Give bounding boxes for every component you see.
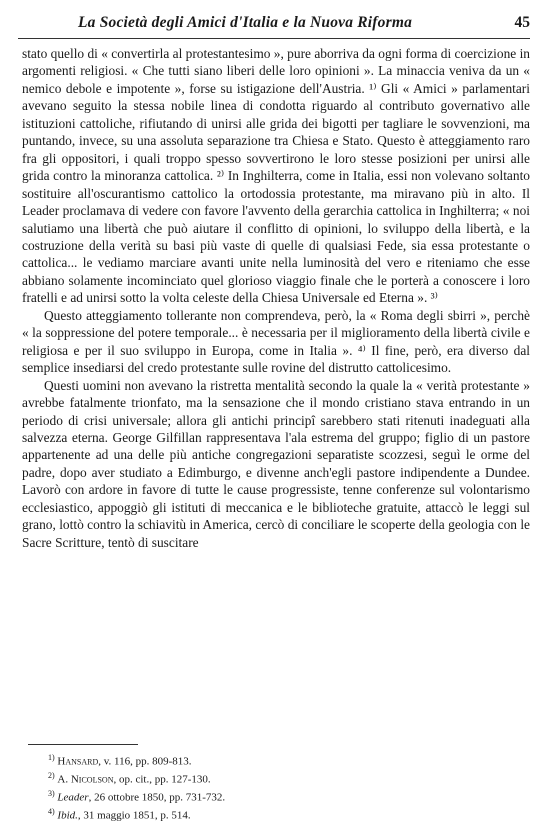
- paragraph: Questi uomini non avevano la ristretta mentalità secondo la quale la « verità protestante » avrebbe fatalmente trionfato, ma la sensazione che il mondo cristiano stava entrando in un periodo di crisi universale; allora gli antichi principî sarebbero stati ritenuti inadeguati alla salvezza eterna. George Gilfillan rappresentava l'ala estrema del gruppo; figlio di un pastore appartenente ad una delle più antiche congregazioni separatiste scozzesi, seguì le orme del padre, dopo aver studiato a Edimburgo, e divenne anch'egli pastore indipendente a Dundee. Lavorò con ardore in favore di tutte le cause progressiste, tenne conferenze sul volontarismo ecclesiastico, appoggiò gli istituti di meccanica e le biblioteche gratuite, attaccò le leggi sul grano, lottò contro la schiavitù in America, cercò di conciliare le scoperte della geologia con le Sacre Scritture, tentò di suscitare: [22, 377, 530, 550]
- footnote-marker: 3): [48, 789, 55, 799]
- footnote-marker: 2): [48, 771, 55, 781]
- paragraph: Questo atteggiamento tollerante non comprendeva, però, la « Roma degli sbirri », perchè « la soppressione del potere temporale... è necessaria per il miglioramento della libertà civile e religiosa e per il suo sviluppo in Europa, come in Italia ». ⁴⁾ Il fine, però, era diverso dal semplice insediarsi del credo protestante sulle rovine del distrutto cattolicesimo.: [22, 307, 530, 376]
- footnote-citation: , op. cit., pp. 127-130.: [113, 773, 211, 786]
- footnote-citation: , v. 116, pp. 809-813.: [98, 755, 192, 768]
- footnote: [48, 787, 508, 805]
- running-header: [18, 14, 530, 36]
- footnote-author: Hansard: [57, 755, 99, 768]
- footnote: [48, 769, 508, 787]
- body-text: [22, 45, 530, 551]
- footnote-rule: [28, 744, 138, 745]
- footnote-citation: , 31 maggio 1851, p. 514.: [77, 809, 191, 822]
- running-title: La Società degli Amici d'Italia e la Nuova Riforma: [78, 14, 413, 31]
- page-number: 45: [514, 14, 530, 31]
- header-rule: [18, 38, 530, 39]
- footnote-marker: 4): [48, 807, 55, 817]
- footnote-author: Ibid.: [57, 809, 78, 822]
- footnote: [48, 751, 508, 769]
- paragraph: stato quello di « convertirla al protestantesimo », pure aborriva da ogni forma di coercizione in argomenti religiosi. « Che tutti siano liberi delle loro opinioni ». La minaccia veniva da un « nemico debole e impotente », forse su istigazione dell'Austria. ¹⁾ Gli « Amici » parlamentari avevano seguito la stessa nobile linea di condotta riguardo al contributo governativo alle istituzioni cattoliche, rifiutando di unirsi alle grida dei bigotti per tagliare le sovvenzioni, ma puntando, invece, su una assoluta separazione tra Chiesa e Stato. Questo è atteggiamento raro fra gli oppositori, i quali troppo spesso sovvertirono le loro stesse posizioni per unirsi alle grida contro la minoranza cattolica. ²⁾ In Inghilterra, come in Italia, essi non volevano soltanto sostituire all'oscurantismo cattolico la ortodossia protestante, ma miravano più in alto. Il Leader proclamava di vedere con favore l'avvento della gerarchia cattolica in Inghilterra; « noi salutiamo una libertà che può aiutare il conflitto di opinioni, lo sviluppo della libertà, e la costruzione della verità su basi più vaste di quelle di qualsiasi Fede, sia essa protestante o cattolica... le vediamo marciare avanti unite nella luminosità del vero e riteniamo che esse abbiano solamente incominciato quel glorioso viaggio finale che le porterà a conoscere i loro fratelli e ad unirsi sotto la volta celeste della Chiesa Universale ed Eterna ». ³⁾: [22, 46, 530, 306]
- footnote-author: Leader: [57, 791, 89, 804]
- footnote-citation: , 26 ottobre 1850, pp. 731-732.: [88, 791, 226, 804]
- footnote: [48, 805, 508, 823]
- footnotes: [48, 751, 508, 823]
- footnote-author: A. Nicolson: [57, 773, 114, 786]
- footnote-marker: 1): [48, 753, 55, 762]
